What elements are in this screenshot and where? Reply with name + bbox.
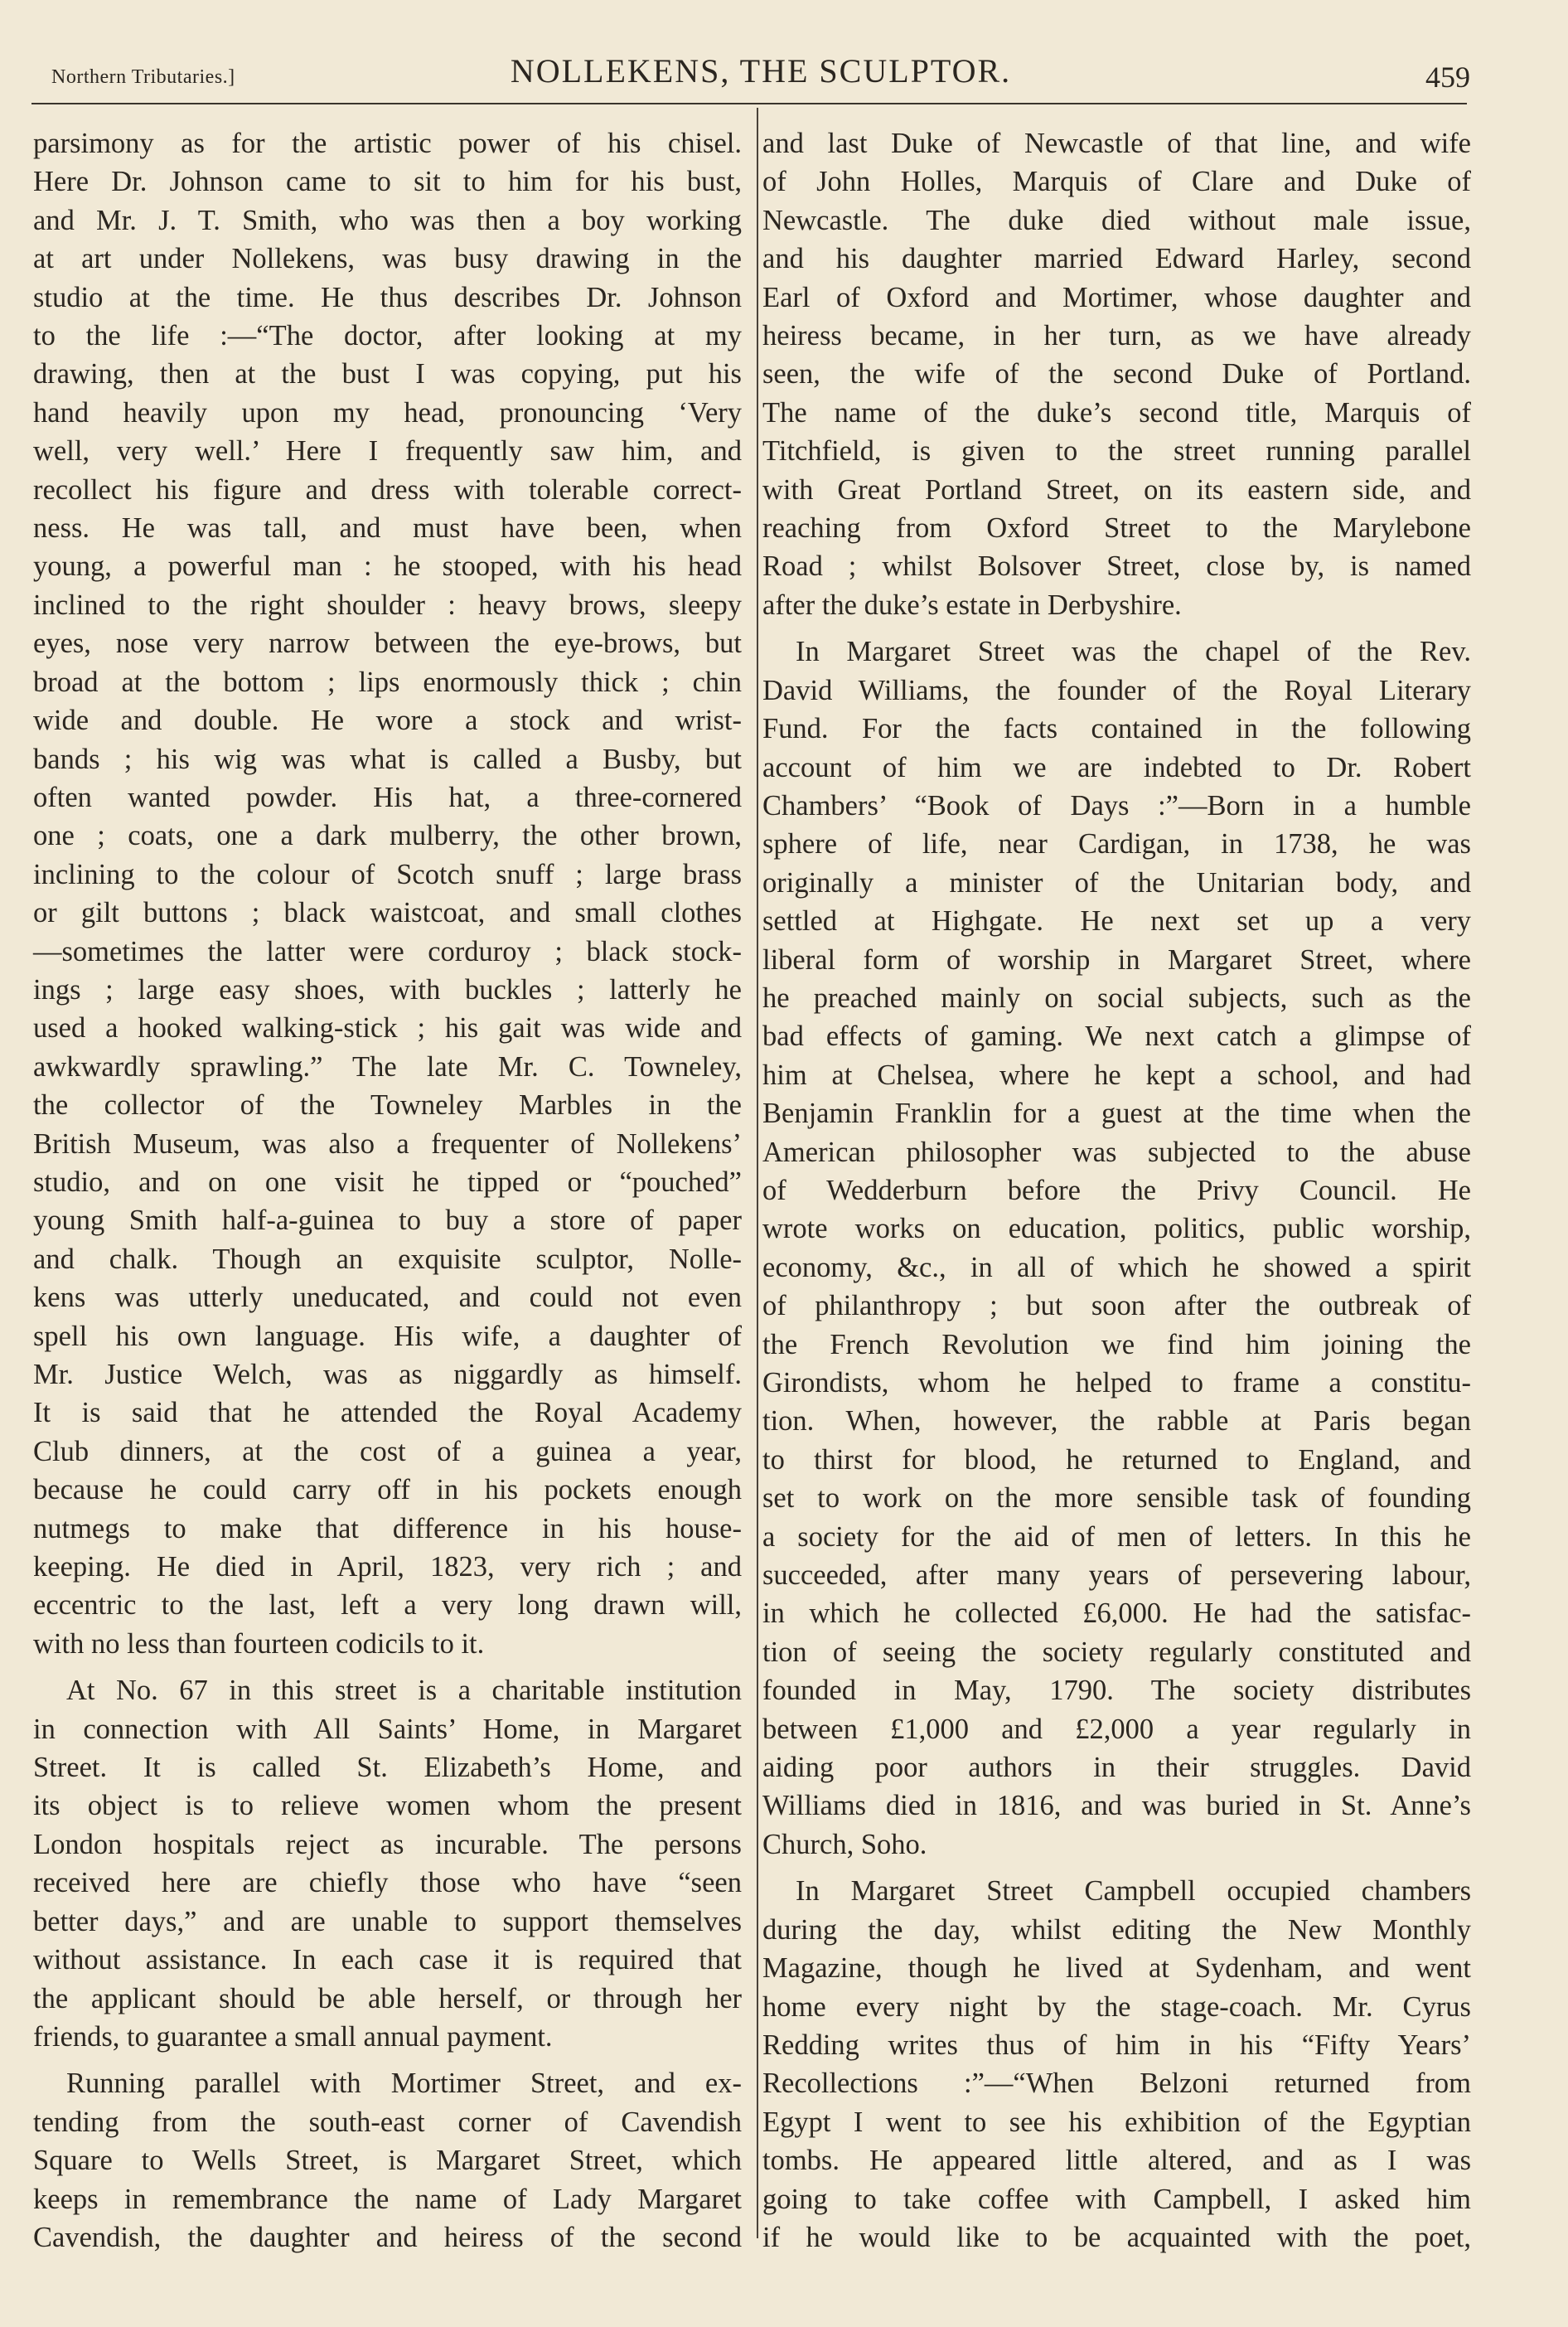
column-divider [757, 108, 758, 2238]
paragraph [33, 2064, 742, 2257]
text-line: ness. He was tall, and must have been, when [33, 512, 742, 545]
text-line: The name of the duke’s second title, Marquis of [762, 396, 1471, 429]
text-line: Titchfield, is given to the street running parallel [762, 435, 1471, 468]
text-line: broad at the bottom ; lips enormously thick ; chin [33, 666, 742, 698]
text-line: kens was utterly uneducated, and could not even [33, 1282, 742, 1314]
text-line: parsimony as for the artistic power of his chisel. [33, 128, 742, 159]
text-line: drawing, then at the bust I was copying, put his [33, 358, 742, 390]
text-line: recollect his figure and dress with tolerable correct- [33, 473, 742, 506]
text-line: home every night by the stage-coach. Mr. Cyrus [762, 1990, 1471, 2023]
text-line: Egypt I went to see his exhibition of the Egyptian [762, 2106, 1471, 2138]
text-line: bad effects of gaming. We next catch a glimpse of [762, 1020, 1471, 1053]
text-line: in which he collected £6,000. He had the satisfac- [762, 1597, 1471, 1630]
text-line: its object is to relieve women whom the present [33, 1790, 742, 1822]
text-line: after the duke’s estate in Derbyshire. [762, 589, 1182, 621]
paragraph-gap [33, 2056, 742, 2064]
paragraph [762, 124, 1471, 624]
text-line: wrote works on education, politics, public worship, [762, 1213, 1471, 1245]
text-line: Benjamin Franklin for a guest at the time when the [762, 1098, 1471, 1130]
text-line: heiress became, in her turn, as we have already [762, 320, 1471, 352]
text-line: of philanthropy ; but soon after the outbreak of [762, 1290, 1471, 1322]
text-line: aiding poor authors in their struggles. David [762, 1752, 1471, 1784]
text-line: in connection with All Saints’ Home, in Margaret [33, 1713, 742, 1745]
text-line: Chambers’ “Book of Days :”—Born in a humble [762, 789, 1471, 822]
text-line: Square to Wells Street, is Margaret Street, which [33, 2145, 742, 2177]
text-line: hand heavily upon my head, pronouncing ‘Very [33, 396, 742, 429]
text-line: eccentric to the last, left a very long drawn will, [33, 1589, 742, 1622]
text-line: without assistance. In each case it is required that [33, 1944, 742, 1976]
text-line: at art under Nollekens, was busy drawing in the [33, 243, 742, 275]
page-title: NOLLEKENS, THE SCULPTOR. [510, 52, 1012, 90]
text-line: he preached mainly on social subjects, such as the [762, 982, 1471, 1014]
section-label: Northern Tributaries.] [51, 66, 235, 88]
text-line: founded in May, 1790. The society distributes [762, 1675, 1471, 1707]
text-line: the French Revolution we find him joining the [762, 1328, 1471, 1360]
text-line: of Wedderburn before the Privy Council. He [762, 1174, 1471, 1206]
text-line: young Smith half-a-guinea to buy a store of paper [33, 1205, 742, 1237]
text-line: —sometimes the latter were corduroy ; black stock- [33, 935, 742, 967]
text-line: eyes, nose very narrow between the eye-brows, but [33, 628, 742, 660]
text-line: At No. 67 in this street is a charitable institution [66, 1675, 742, 1707]
page-number: 459 [1425, 61, 1470, 94]
paragraph [762, 633, 1471, 1864]
text-line: account of him we are indebted to Dr. Robert [762, 751, 1471, 783]
text-line: young, a powerful man : he stooped, with his head [33, 550, 742, 583]
text-line: Road ; whilst Bolsover Street, close by, is named [762, 550, 1471, 583]
text-line: or gilt buttons ; black waistcoat, and small clothes [33, 897, 742, 929]
text-line: seen, the wife of the second Duke of Portland. [762, 358, 1471, 390]
text-line: often wanted powder. His hat, a three-cornered [33, 781, 742, 813]
text-line: Earl of Oxford and Mortimer, whose daughter and [762, 281, 1471, 313]
text-line: if he would like to be acquainted with the poet, [762, 2221, 1471, 2253]
paragraph [762, 1872, 1471, 2257]
text-line: a society for the aid of men of letters. In this he [762, 1520, 1471, 1553]
text-line: Street. It is called St. Elizabeth’s Home, and [33, 1752, 742, 1784]
text-line: American philosopher was subjected to the abuse [762, 1136, 1471, 1168]
text-line: received here are chiefly those who have “seen [33, 1867, 742, 1899]
text-line: inclining to the colour of Scotch snuff ; large brass [33, 858, 742, 890]
text-line: succeeded, after many years of persevering labour, [762, 1559, 1471, 1592]
text-line: tending from the south-east corner of Cavendish [33, 2106, 742, 2138]
text-line: Club dinners, at the cost of a guinea a year, [33, 1435, 742, 1467]
text-line: of John Holles, Marquis of Clare and Duke of [762, 166, 1471, 198]
text-line: tion of seeing the society regularly constituted and [762, 1636, 1471, 1668]
text-line: In Margaret Street was the chapel of the Rev. [796, 636, 1471, 668]
text-line: Williams died in 1816, and was buried in St. Anne’s [762, 1790, 1471, 1822]
text-line: keeping. He died in April, 1823, very rich ; and [33, 1551, 742, 1583]
text-line: wide and double. He wore a stock and wrist- [33, 705, 742, 737]
text-line: bands ; his wig was what is called a Busby, but [33, 743, 742, 775]
text-line: economy, &c., in all of which he showed a spirit [762, 1251, 1471, 1283]
text-line: awkwardly sprawling.” The late Mr. C. Towneley, [33, 1050, 742, 1083]
text-line: him at Chelsea, where he kept a school, and had [762, 1059, 1471, 1091]
text-line: British Museum, was also a frequenter of Nollekens’ [33, 1127, 742, 1160]
text-line: better days,” and are unable to support themselves [33, 1905, 742, 1937]
text-line: David Williams, the founder of the Royal Literary [762, 674, 1471, 706]
text-line: In Margaret Street Campbell occupied chambers [796, 1875, 1471, 1908]
text-line: keeps in remembrance the name of Lady Margaret [33, 2183, 742, 2215]
text-line: and last Duke of Newcastle of that line, and wife [762, 128, 1471, 159]
text-line: the collector of the Towneley Marbles in the [33, 1089, 742, 1122]
text-line: It is said that he attended the Royal Academy [33, 1397, 742, 1429]
text-line: Magazine, though he lived at Sydenham, and went [762, 1952, 1471, 1985]
text-line: tombs. He appeared little altered, and as I was [762, 2145, 1471, 2177]
text-line: between £1,000 and £2,000 a year regularly in [762, 1713, 1471, 1745]
text-line: to thirst for blood, he returned to England, and [762, 1443, 1471, 1476]
text-line: well, very well.’ Here I frequently saw him, and [33, 435, 742, 468]
right-column [762, 124, 1471, 2257]
text-line: friends, to guarantee a small annual payment. [33, 2020, 553, 2053]
text-line: Recollections :”—“When Belzoni returned from [762, 2068, 1471, 2100]
text-line: sphere of life, near Cardigan, in 1738, he was [762, 828, 1471, 861]
text-line: Fund. For the facts contained in the following [762, 713, 1471, 745]
text-line: the applicant should be able herself, or through her [33, 1982, 742, 2014]
text-line: with no less than fourteen codicils to it. [33, 1627, 485, 1660]
text-line: London hospitals reject as incurable. The persons [33, 1828, 742, 1860]
left-column [33, 124, 742, 2257]
text-line: originally a minister of the Unitarian body, and [762, 866, 1471, 899]
text-line: Cavendish, the daughter and heiress of the second [33, 2221, 742, 2253]
text-line: set to work on the more sensible task of founding [762, 1482, 1471, 1515]
text-line: with Great Portland Street, on its eastern side, and [762, 473, 1471, 506]
text-line: ings ; large easy shoes, with buckles ; latterly he [33, 973, 742, 1006]
text-line: tion. When, however, the rabble at Paris began [762, 1405, 1471, 1437]
paragraph [33, 124, 742, 1663]
text-line: Here Dr. Johnson came to sit to him for his bust, [33, 166, 742, 198]
text-line: settled at Highgate. He next set up a very [762, 905, 1471, 938]
text-line: studio at the time. He thus describes Dr. Johnson [33, 281, 742, 313]
text-line: nutmegs to make that difference in his house- [33, 1512, 742, 1544]
text-line: Newcastle. The duke died without male issue, [762, 204, 1471, 236]
text-line: because he could carry off in his pockets enough [33, 1474, 742, 1506]
text-line: spell his own language. His wife, a daughter of [33, 1320, 742, 1352]
text-line: Girondists, whom he helped to frame a constitu- [762, 1367, 1471, 1399]
text-line: going to take coffee with Campbell, I asked him [762, 2183, 1471, 2215]
running-head [51, 50, 1470, 101]
text-line: reaching from Oxford Street to the Marylebone [762, 512, 1471, 545]
text-line: used a hooked walking-stick ; his gait was wide and [33, 1012, 742, 1045]
text-line: and his daughter married Edward Harley, second [762, 243, 1471, 275]
text-line: and Mr. J. T. Smith, who was then a boy working [33, 204, 742, 236]
paragraph-gap [762, 624, 1471, 633]
text-line: to the life :—“The doctor, after looking at my [33, 320, 742, 352]
text-line: one ; coats, one a dark mulberry, the other brown, [33, 820, 742, 852]
text-line: liberal form of worship in Margaret Street, where [762, 943, 1471, 976]
text-line: Running parallel with Mortimer Street, and ex- [66, 2068, 742, 2100]
paragraph [33, 1671, 742, 2056]
header-rule [31, 103, 1467, 104]
text-line: and chalk. Though an exquisite sculptor, Nolle- [33, 1243, 742, 1275]
text-line: during the day, whilst editing the New Monthly [762, 1913, 1471, 1946]
paragraph-gap [762, 1864, 1471, 1872]
text-line: Church, Soho. [762, 1828, 927, 1860]
text-line: studio, and on one visit he tipped or “pouched” [33, 1166, 742, 1198]
text-line: inclined to the right shoulder : heavy brows, sleepy [33, 589, 742, 621]
text-line: Mr. Justice Welch, was as niggardly as himself. [33, 1359, 742, 1390]
text-line: Redding writes thus of him in his “Fifty Years’ [762, 2029, 1471, 2061]
paragraph-gap [33, 1663, 742, 1671]
